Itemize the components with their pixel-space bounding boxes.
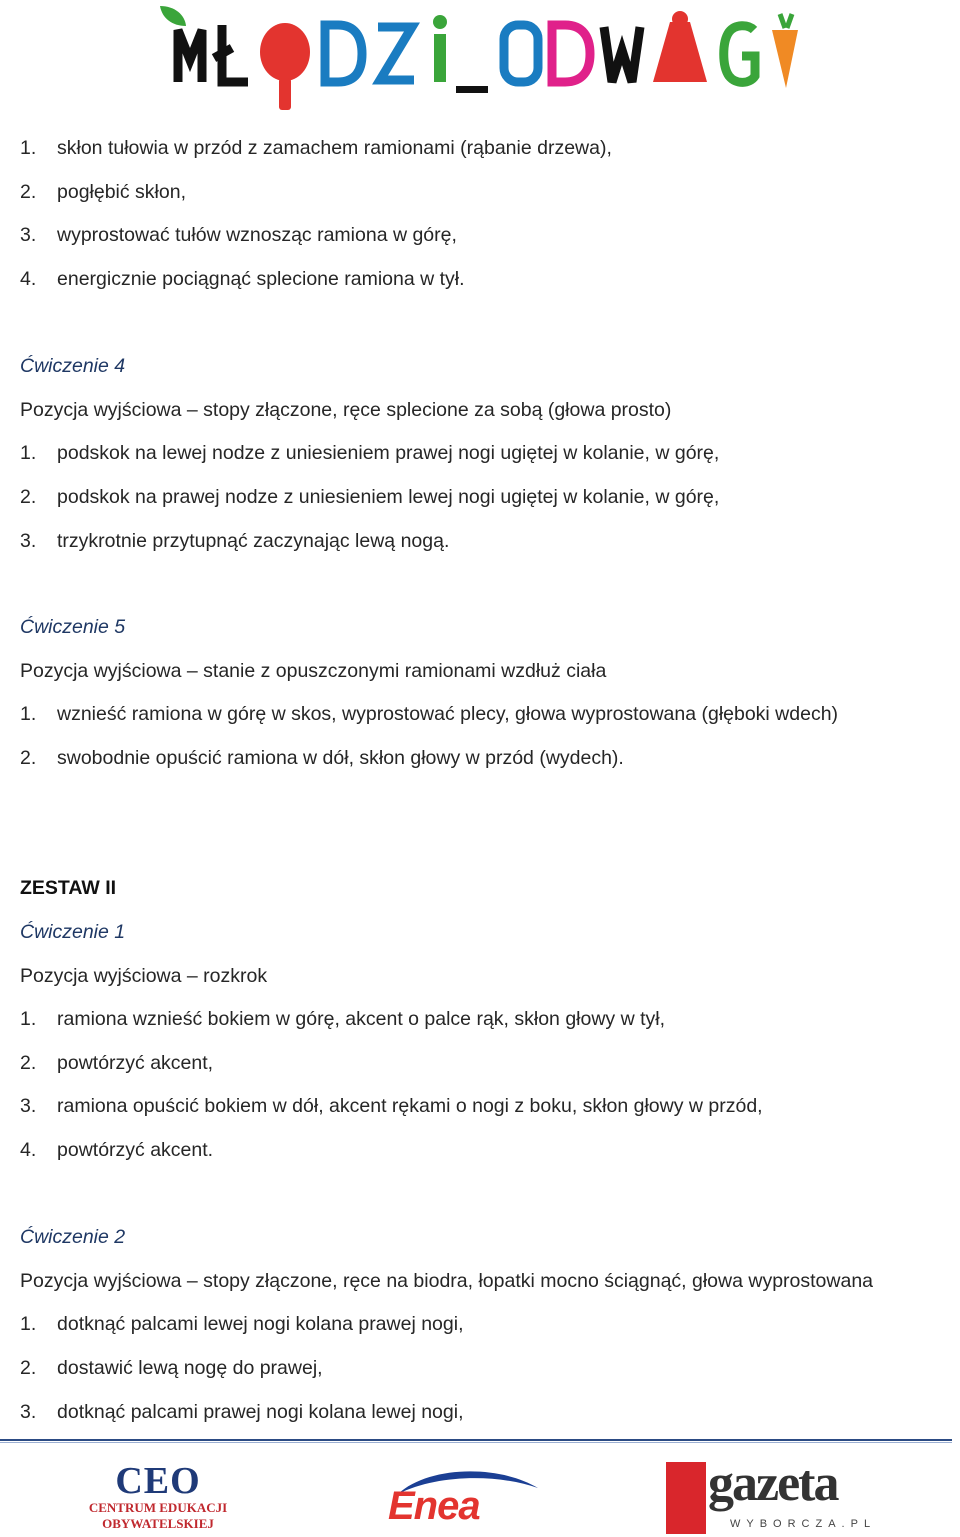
list-item-number: 3. [20, 1095, 37, 1117]
list-item-number: 2. [20, 486, 37, 508]
list-item-text: wznieść ramiona w górę w skos, wyprostować plecy, głowa wyprostowana (głęboki wdech) [57, 703, 839, 725]
list-item-number: 1. [20, 137, 37, 159]
list-item-number: 4. [20, 1139, 37, 1161]
gazeta-logo-text: gazeta [708, 1455, 838, 1512]
list-item-number: 2. [20, 181, 37, 203]
list-item [20, 1310, 464, 1338]
list-item-number: 1. [20, 442, 37, 464]
starting-position-text: Pozycja wyjściowa – stopy złączone, ręce na biodra, łopatki mocno ściągnąć, głowa wyprostowana [20, 1270, 874, 1292]
carrot-icon [772, 30, 798, 88]
gazeta-logo [666, 1455, 877, 1534]
list-item-number: 1. [20, 703, 37, 725]
logo-letter-l [214, 25, 248, 82]
ceo-logo-mark: CEO [115, 1460, 201, 1502]
list-item [20, 483, 719, 511]
exercise-heading: Ćwiczenie 4 [20, 355, 126, 377]
list-item-text: podskok na lewej nodze z uniesieniem prawej nogi ugiętej w kolanie, w górę, [57, 442, 720, 464]
list-item [20, 700, 838, 728]
list-item-text: pogłębić skłon, [57, 181, 186, 203]
exercise-heading: Ćwiczenie 5 [20, 616, 126, 638]
footer-divider [0, 1439, 952, 1441]
logo-letter-m [178, 30, 202, 82]
list-item-number: 3. [20, 530, 37, 552]
list-item-text: ramiona opuścić bokiem w dół, akcent rękami o nogi z boku, skłon głowy w przód, [57, 1095, 763, 1117]
list-item-number: 3. [20, 224, 37, 246]
list-item [20, 1092, 763, 1120]
list-item [20, 527, 449, 555]
list-item-text: dotknąć palcami prawej nogi kolana lewej nogi, [57, 1401, 464, 1423]
shuttlecock-icon [653, 22, 707, 82]
footer-divider-thin [0, 1442, 952, 1443]
list-item-text: swobodnie opuścić ramiona w dół, skłon głowy w przód (wydech). [57, 747, 624, 769]
logo-letter-o [504, 25, 538, 82]
ceo-logo-line: CENTRUM EDUKACJI [88, 1500, 228, 1515]
list-item-text: energicznie pociągnąć splecione ramiona w tył. [57, 268, 465, 290]
logo-letter-w [604, 27, 640, 82]
list-item-number: 1. [20, 1313, 37, 1335]
ceo-logo [88, 1462, 228, 1534]
list-item-text: ramiona wznieść bokiem w górę, akcent o palce rąk, skłon głowy w tył, [57, 1008, 666, 1030]
list-item [20, 265, 465, 293]
mlodzi-odwazni-logo [150, 0, 810, 118]
exercise-heading: Ćwiczenie 2 [20, 1226, 126, 1248]
logo-letter-d2 [552, 25, 590, 82]
starting-position-text: Pozycja wyjściowa – stanie z opuszczonymi ramionami wzdłuż ciała [20, 660, 607, 682]
list-item [20, 221, 457, 249]
enea-logo [378, 1466, 553, 1530]
list-item-text: dostawić lewą nogę do prawej, [57, 1357, 323, 1379]
list-item-number: 2. [20, 1357, 37, 1379]
list-item [20, 1049, 213, 1077]
list-item-text: powtórzyć akcent, [57, 1052, 214, 1074]
leaf-icon [160, 6, 186, 26]
list-item-text: dotknąć palcami lewej nogi kolana prawej nogi, [57, 1313, 464, 1335]
list-item-number: 2. [20, 1052, 37, 1074]
list-item [20, 1398, 464, 1426]
list-item [20, 744, 624, 772]
set-heading: ZESTAW II [20, 877, 117, 899]
exercise-heading: Ćwiczenie 1 [20, 921, 126, 943]
list-item [20, 178, 186, 206]
gazeta-red-block [666, 1462, 706, 1534]
list-item [20, 1005, 665, 1033]
list-item [20, 439, 719, 467]
starting-position-text: Pozycja wyjściowa – rozkrok [20, 965, 268, 987]
list-item-text: skłon tułowia w przód z zamachem ramionami (rąbanie drzewa), [57, 137, 612, 159]
list-item [20, 1354, 323, 1382]
enea-logo-text: Enea [388, 1484, 480, 1528]
list-item-number: 4. [20, 268, 37, 290]
list-item-number: 2. [20, 747, 37, 769]
list-item-text: wyprostować tułów wznosząc ramiona w górę, [57, 224, 457, 246]
gazeta-logo-sub: WYBORCZA.PL [730, 1518, 877, 1530]
list-item-text: powtórzyć akcent. [57, 1139, 214, 1161]
paddle-icon [260, 23, 310, 81]
list-item-number: 1. [20, 1008, 37, 1030]
logo-letter-g [724, 26, 755, 83]
list-item [20, 134, 612, 162]
list-item [20, 1136, 213, 1164]
list-item-number: 3. [20, 1401, 37, 1423]
head-icon [433, 15, 447, 29]
list-item-text: podskok na prawej nodze z uniesieniem lewej nogi ugiętej w kolanie, w górę, [57, 486, 720, 508]
logo-letter-z [378, 27, 414, 80]
logo-letter-d [325, 25, 362, 82]
ceo-logo-line: OBYWATELSKIEJ [102, 1516, 214, 1531]
list-item-text: trzykrotnie przytupnąć zaczynając lewą nogą. [57, 530, 450, 552]
starting-position-text: Pozycja wyjściowa – stopy złączone, ręce splecione za sobą (głowa prosto) [20, 399, 672, 421]
